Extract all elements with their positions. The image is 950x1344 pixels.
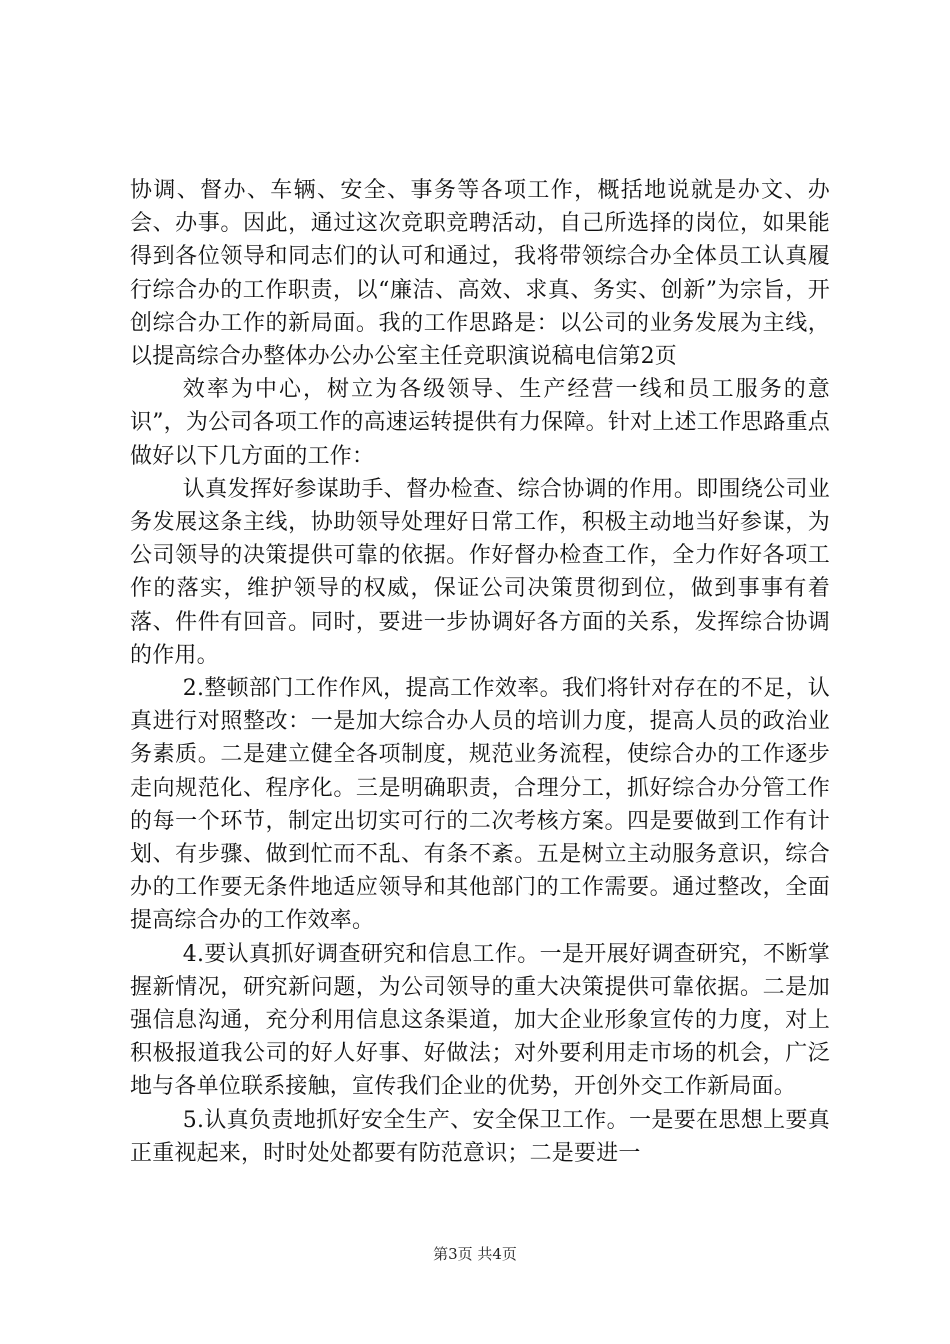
paragraph-3: 认真发挥好参谋助手、督办检查、综合协调的作用。即围绕公司业务发展这条主线，协助领导处理好日常工作，积极主动地当好参谋，为公司领导的决策提供可靠的依据。作好督办检查工作，全力作好各项工作的落实，维护领导的权威，保证公司决策贯彻到位，做到事事有着落、件件有回音。同时，要进一步协调好各方面的关系，发挥综合协调的作用。 — [130, 476, 830, 668]
paragraph-6: 5.认真负责地抓好安全生产、安全保卫工作。一是要在思想上要真正重视起来，时时处处都要有防范意识；二是要进一 — [130, 1107, 830, 1166]
document-body — [130, 174, 830, 1170]
page-footer: 第3页 共4页 — [433, 1245, 517, 1263]
paragraph-2: 效率为中心，树立为各级领导、生产经营一线和员工服务的意识”，为公司各项工作的高速运转提供有力保障。针对上述工作思路重点做好以下几方面的工作： — [130, 377, 830, 469]
paragraph-1: 协调、督办、车辆、安全、事务等各项工作，概括地说就是办文、办会、办事。因此，通过这次竞职竞聘活动，自己所选择的岗位，如果能得到各位领导和同志们的认可和通过，我将带领综合办全体员工认真履行综合办的工作职责，以“廉洁、高效、求真、务实、创新”为宗旨，开创综合办工作的新局面。我的工作思路是：以公司的业务发展为主线，以提高综合办整体办公办公室主任竞职演说稿电信第2页 — [130, 178, 830, 370]
paragraph-4: 2.整顿部门工作作风，提高工作效率。我们将针对存在的不足，认真进行对照整改：一是加大综合办人员的培训力度，提高人员的政治业务素质。二是建立健全各项制度，规范业务流程，使综合办的工作逐步走向规范化、程序化。三是明确职责，合理分工，抓好综合办分管工作的每一个环节，制定出切实可行的二次考核方案。四是要做到工作有计划、有步骤、做到忙而不乱、有条不紊。五是树立主动服务意识，综合办的工作要无条件地适应领导和其他部门的工作需要。通过整改，全面提高综合办的工作效率。 — [130, 676, 830, 934]
paragraph-5: 4.要认真抓好调查研究和信息工作。一是开展好调查研究，不断掌握新情况，研究新问题，为公司领导的重大决策提供可靠依据。二是加强信息沟通，充分利用信息这条渠道，加大企业形象宣传的力度，对上积极报道我公司的好人好事、好做法；对外要利用走市场的机会，广泛地与各单位联系接触，宣传我们企业的优势，开创外交工作新局面。 — [130, 941, 830, 1100]
